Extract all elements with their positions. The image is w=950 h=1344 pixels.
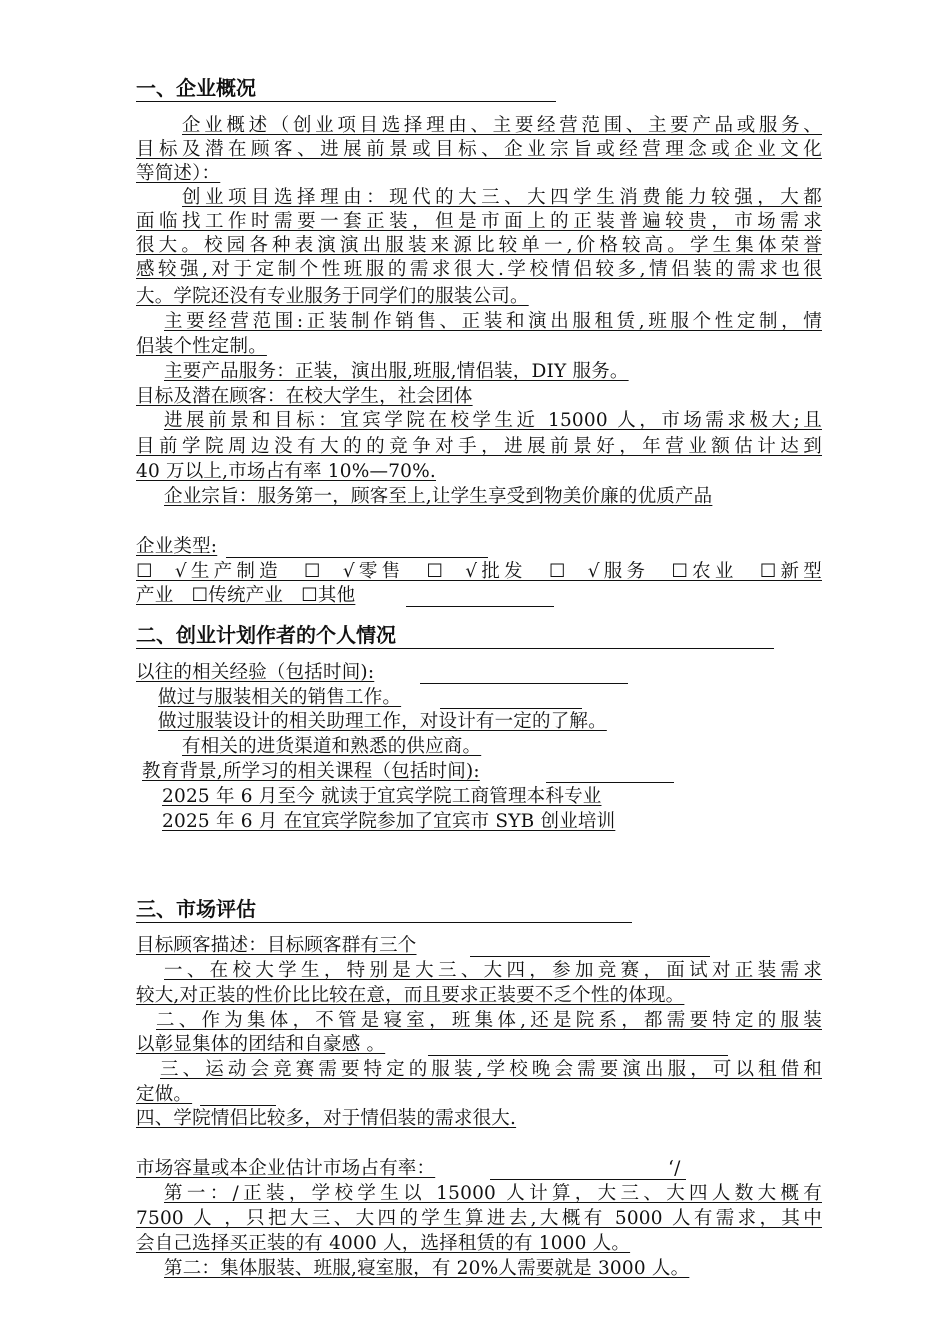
paragraph-line: 第一：/正装，学校学生以 15000 人计算，大三、大四人数大概有 [164,1183,822,1204]
blank-rule [470,956,710,957]
enterprise-type-options: ☐ √生产制造 ☐ √零售 ☐ √批发 ☐ √服务 ☐农业 ☐新型 [136,561,822,582]
paragraph-line: 面临找工作时需要一套正装，但是市面上的正装普遍较贵，市场需求 [136,211,822,232]
blank-rule [406,606,554,607]
paragraph-line: 感较强,对于定制个性班服的需求很大.学校情侣较多,情侣装的需求也很 [136,259,822,280]
paragraph-line: 很大。校园各种表演演出服装来源比较单一,价格较高。学生集体荣誉 [136,235,822,256]
paragraph-line: 2025 年 6 月至今 就读于宜宾学院工商管理本科专业 [162,786,602,807]
blank-rule [490,1179,686,1180]
section-heading-market: 三、市场评估 [136,897,632,923]
paragraph-line: 市场容量或本企业估计市场占有率： [136,1158,436,1179]
paragraph-line: 目标及潜在顾客、进展前景或目标、企业宗旨或经营理念或企业文化 [136,139,822,160]
paragraph-line: 教育背景,所学习的相关课程（包括时间): [142,761,480,782]
blank-rule [428,1055,728,1056]
paragraph-line: 有相关的进货渠道和熟悉的供应商。 [182,736,482,757]
paragraph-line: 7500 人 ，只把大三、大四的学生算进去,大概有 5000 人有需求，其中 [136,1208,822,1229]
paragraph-line: 目前学院周边没有大的的竞争对手，进展前景好，年营业额估计达到 [136,436,822,457]
paragraph-line: 2025 年 6 月 在宜宾学院参加了宜宾市 SYB 创业培训 [162,811,616,832]
blank-rule [420,683,628,684]
section-heading-author: 二、创业计划作者的个人情况 [136,623,774,649]
blank-rule [226,557,488,558]
paragraph-line: 以往的相关经验（包括时间): [136,662,375,683]
paragraph-line: 四、学院情侣比较多，对于情侣装的需求很大. [136,1108,517,1129]
paragraph-line: 较大,对正装的性价比比较在意，而且要求正装要不乏个性的体现。 [136,985,685,1006]
paragraph-line: 等简述）： [136,163,221,184]
enterprise-type-label: 企业类型: [136,536,218,557]
paragraph-line: 大。学院还没有专业服务于同学们的服装公司。 [136,286,529,307]
paragraph-line: 进展前景和目标：宜宾学院在校学生近 15000 人，市场需求极大;且 [164,410,822,431]
enterprise-type-options: 产业 ☐传统产业 ☐其他 [136,585,356,606]
paragraph-line: 主要经营范围:正装制作销售、正装和演出服租赁,班服个性定制，情 [164,311,822,332]
paragraph-line: 创业项目选择理由：现代的大三、大四学生消费能力较强，大都 [182,187,822,208]
paragraph-line: 企业宗旨：服务第一，顾客至上,让学生享受到物美价廉的优质产品 [164,486,713,507]
paragraph-line: 主要产品服务：正装，演出服,班服,情侣装，DIY 服务。 [164,361,629,382]
paragraph-line: 做过与服装相关的销售工作。 [158,687,402,708]
paragraph-line: 定做。 [136,1084,193,1105]
paragraph-line: 会自己选择买正装的有 4000 人，选择租赁的有 1000 人。 [136,1233,631,1254]
paragraph-line: 三、运动会竞赛需要特定的服装,学校晚会需要演出服，可以租借和 [160,1059,822,1080]
paragraph-line: 目标顾客描述：目标顾客群有三个 [136,935,417,956]
paragraph-line: 40 万以上,市场占有率 10%—70%. [136,461,437,482]
blank-rule [200,1105,276,1106]
paragraph-line: 企业概述（创业项目选择理由、主要经营范围、主要产品或服务、 [182,115,822,136]
paragraph-line: 二、作为集体，不管是寝室，班集体,还是院系，都需要特定的服装 [156,1010,822,1031]
blank-rule [440,708,582,709]
paragraph-line: 做过服装设计的相关助理工作，对设计有一定的了解。 [158,711,607,732]
paragraph-line: 目标及潜在顾客：在校大学生，社会团体 [136,386,473,407]
paragraph-line: 一、在校大学生，特别是大三、大四，参加竞赛，面试对正装需求 [164,960,822,981]
paragraph-line: 以彰显集体的团结和自豪感 。 [136,1034,386,1055]
stray-mark: ‘/ [668,1158,681,1179]
section-heading-overview: 一、企业概况 [136,76,556,102]
paragraph-line: 第二：集体服装、班服,寝室服，有 20%人需要就是 3000 人。 [164,1258,690,1279]
blank-rule [546,782,674,783]
paragraph-line: 侣装个性定制。 [136,336,267,357]
